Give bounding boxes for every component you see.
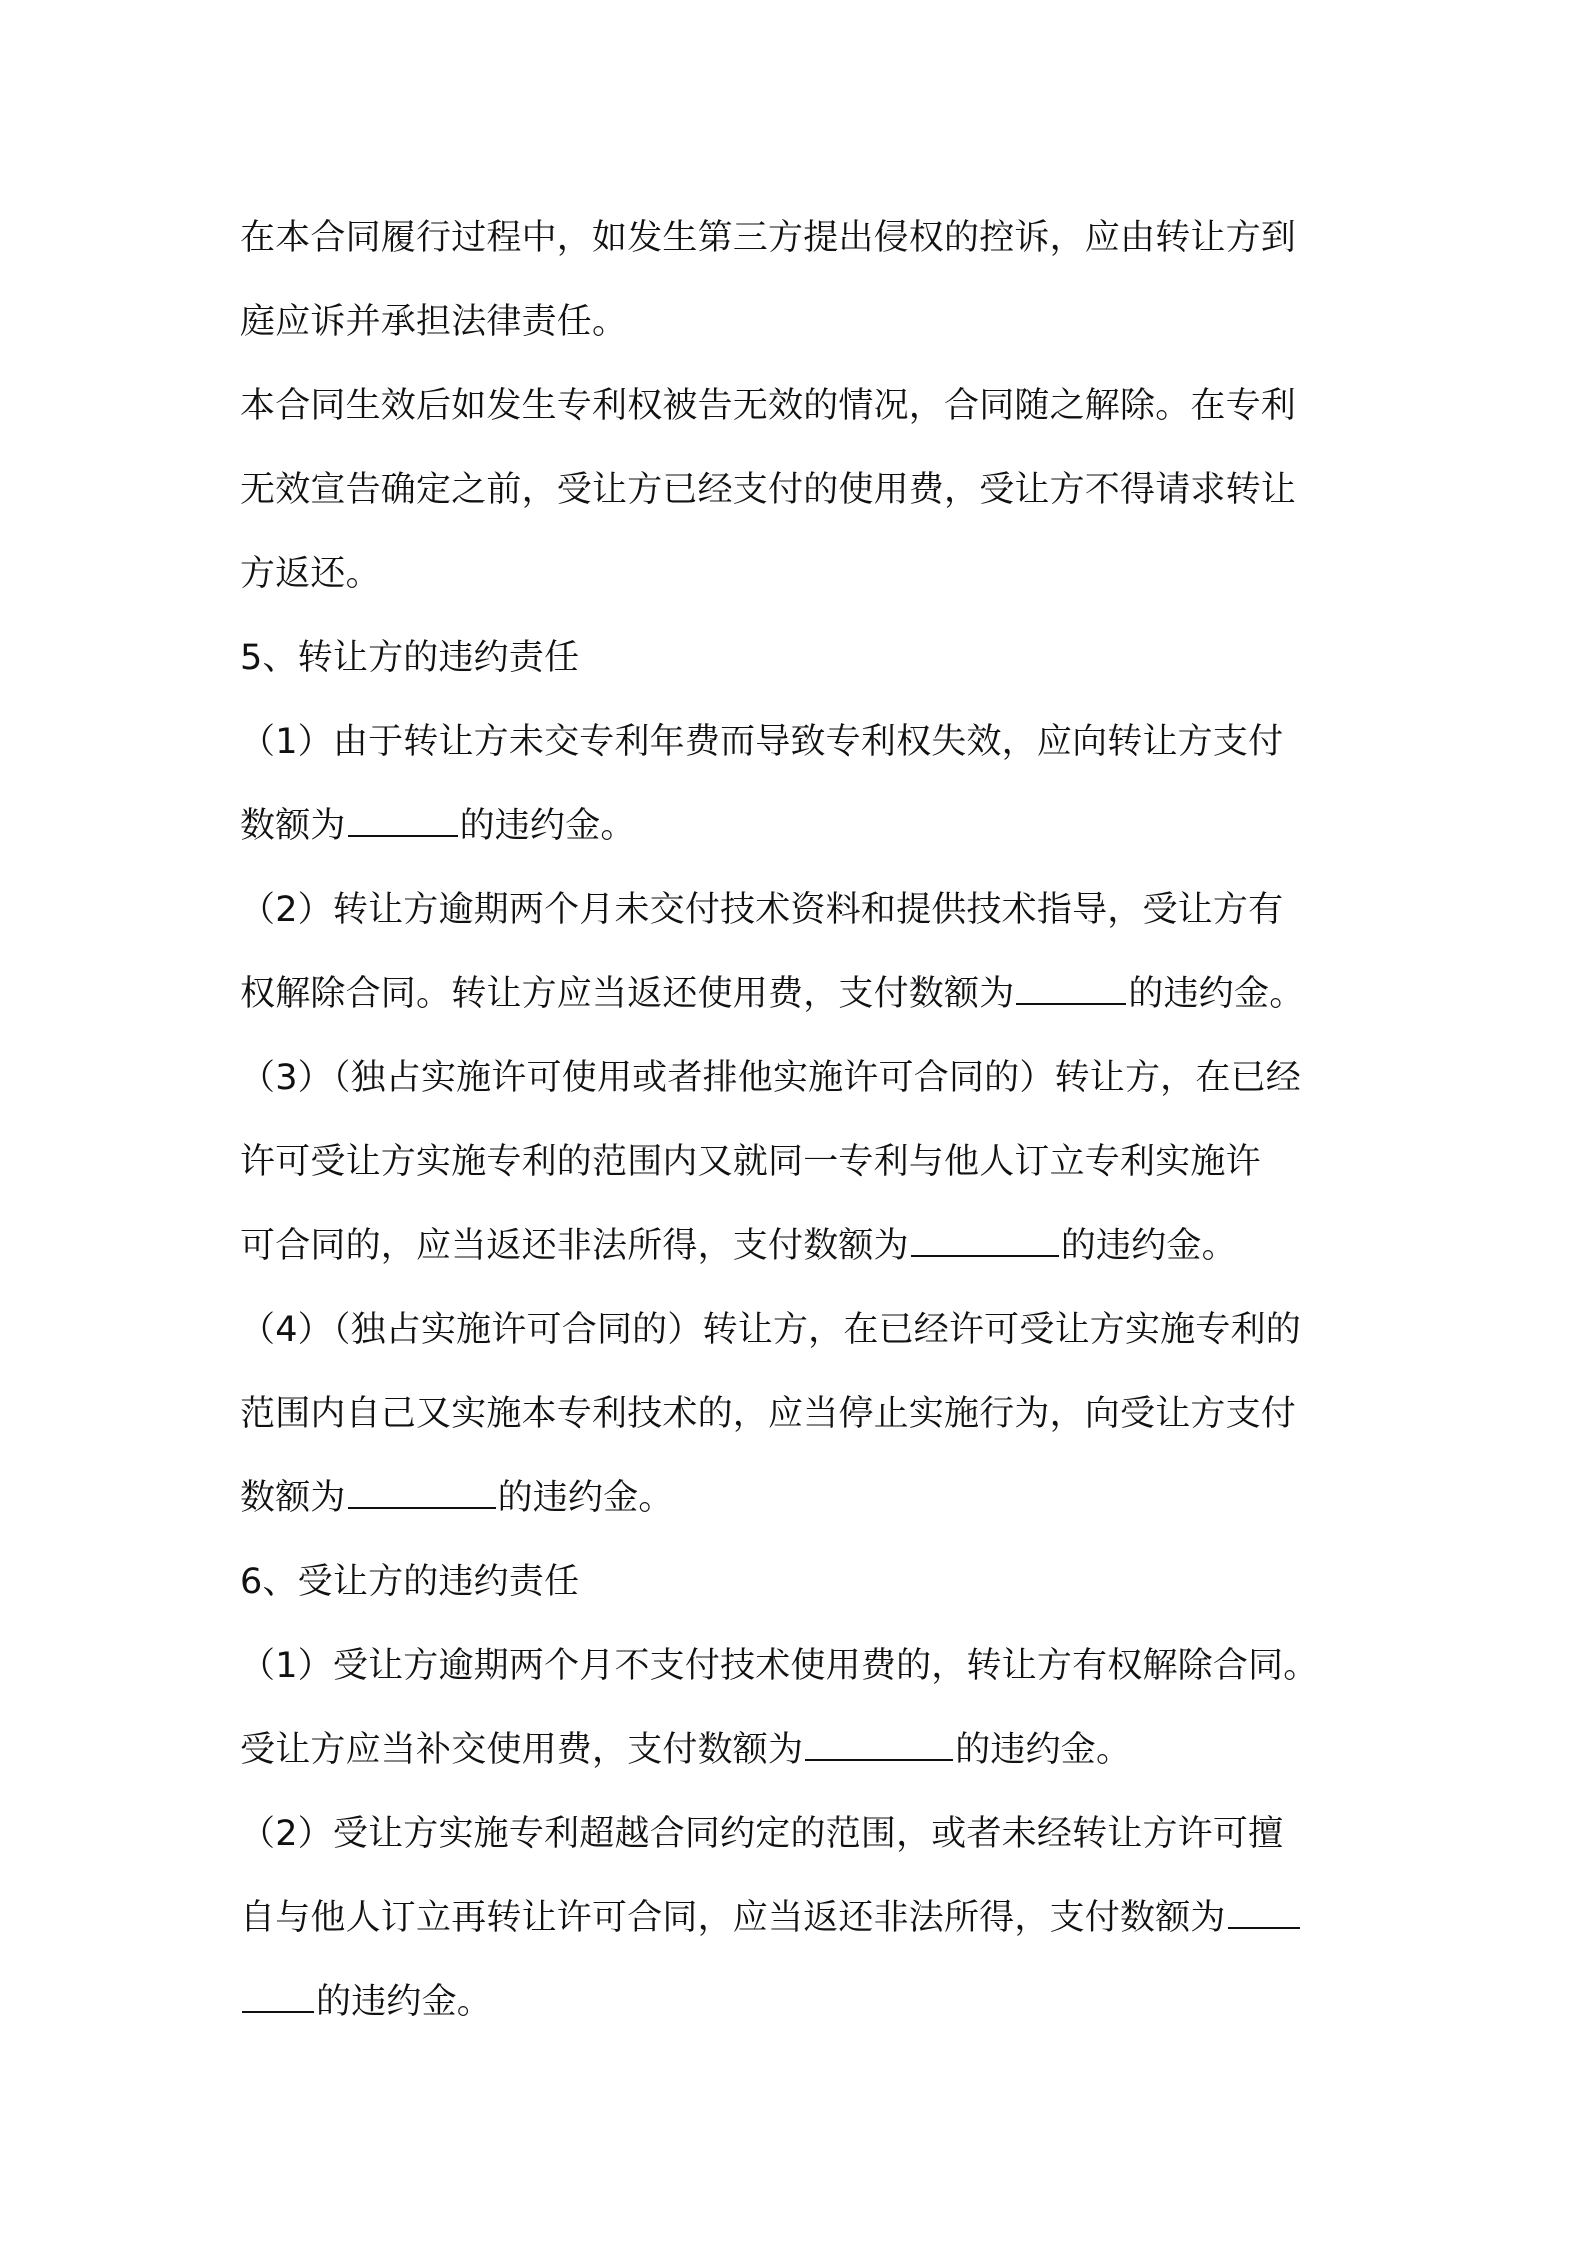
text-segment: （2）受让方实施专利超越合同约定的范围，或者未经转让方许可擅 (240, 1814, 1284, 1854)
text-segment: 本合同生效后如发生专利权被告无效的情况，合同随之解除。在专利 (240, 386, 1297, 426)
text-segment: 在本合同履行过程中，如发生第三方提出侵权的控诉，应由转让方到 (240, 218, 1297, 258)
text-segment: 的违约金。 (316, 1982, 493, 2022)
text-segment: 6、受让方的违约责任 (240, 1562, 580, 1602)
text-segment: 许可受让方实施专利的范围内又就同一专利与他人订立专利实施许 (240, 1142, 1261, 1182)
text-segment: 范围内自己又实施本专利技术的，应当停止实施行为，向受让方支付 (240, 1394, 1297, 1434)
paragraph-line (240, 1624, 1370, 1708)
paragraph-line (240, 1708, 1370, 1792)
blank-field (1228, 1926, 1300, 1929)
paragraph-line (240, 868, 1370, 952)
text-segment: （2）转让方逾期两个月未交付技术资料和提供技术指导，受让方有 (240, 890, 1284, 930)
blank-field (911, 1254, 1059, 1257)
text-segment: （1）由于转让方未交专利年费而导致专利权失效，应向转让方支付 (240, 722, 1284, 762)
text-segment: 数额为 (240, 806, 346, 846)
paragraph-line (240, 1204, 1370, 1288)
blank-field (242, 2010, 314, 2013)
text-segment: （1）受让方逾期两个月不支付技术使用费的，转让方有权解除合同。 (240, 1646, 1319, 1686)
text-segment: 的违约金。 (1060, 1226, 1237, 1266)
text-segment: 5、转让方的违约责任 (240, 638, 580, 678)
text-segment: 权解除合同。转让方应当返还使用费，支付数额为 (240, 974, 1015, 1014)
paragraph-line (240, 1288, 1370, 1372)
section-heading (240, 1540, 1370, 1624)
blank-field (805, 1758, 953, 1761)
text-segment: 的违约金。 (955, 1730, 1132, 1770)
section-heading (240, 616, 1370, 700)
paragraph-line (240, 952, 1370, 1036)
blank-field (348, 1506, 496, 1509)
text-segment: 可合同的，应当返还非法所得，支付数额为 (240, 1226, 909, 1266)
text-segment: 的违约金。 (1128, 974, 1305, 1014)
document-body (240, 196, 1370, 2044)
text-segment: 方返还。 (240, 554, 381, 594)
paragraph-line (240, 448, 1370, 532)
text-segment: （4）（独占实施许可合同的）转让方，在已经许可受让方实施专利的 (240, 1310, 1301, 1350)
blank-field (348, 834, 458, 837)
paragraph-line (240, 364, 1370, 448)
paragraph-line (240, 784, 1370, 868)
text-segment: （3）（独占实施许可使用或者排他实施许可合同的）转让方，在已经 (240, 1058, 1301, 1098)
blank-field (1016, 1002, 1126, 1005)
text-segment: 的违约金。 (459, 806, 636, 846)
paragraph-line (240, 196, 1370, 280)
paragraph-line (240, 1876, 1370, 1960)
text-segment: 的违约金。 (497, 1478, 674, 1518)
text-segment: 数额为 (240, 1478, 346, 1518)
paragraph-line (240, 1792, 1370, 1876)
paragraph-line (240, 1120, 1370, 1204)
paragraph-line (240, 1960, 1370, 2044)
text-segment: 自与他人订立再转让许可合同，应当返还非法所得，支付数额为 (240, 1898, 1226, 1938)
paragraph-line (240, 532, 1370, 616)
text-segment: 无效宣告确定之前，受让方已经支付的使用费，受让方不得请求转让 (240, 470, 1297, 510)
paragraph-line (240, 280, 1370, 364)
text-segment: 受让方应当补交使用费，支付数额为 (240, 1730, 804, 1770)
text-segment: 庭应诉并承担法律责任。 (240, 302, 628, 342)
paragraph-line (240, 700, 1370, 784)
paragraph-line (240, 1456, 1370, 1540)
paragraph-line (240, 1036, 1370, 1120)
paragraph-line (240, 1372, 1370, 1456)
